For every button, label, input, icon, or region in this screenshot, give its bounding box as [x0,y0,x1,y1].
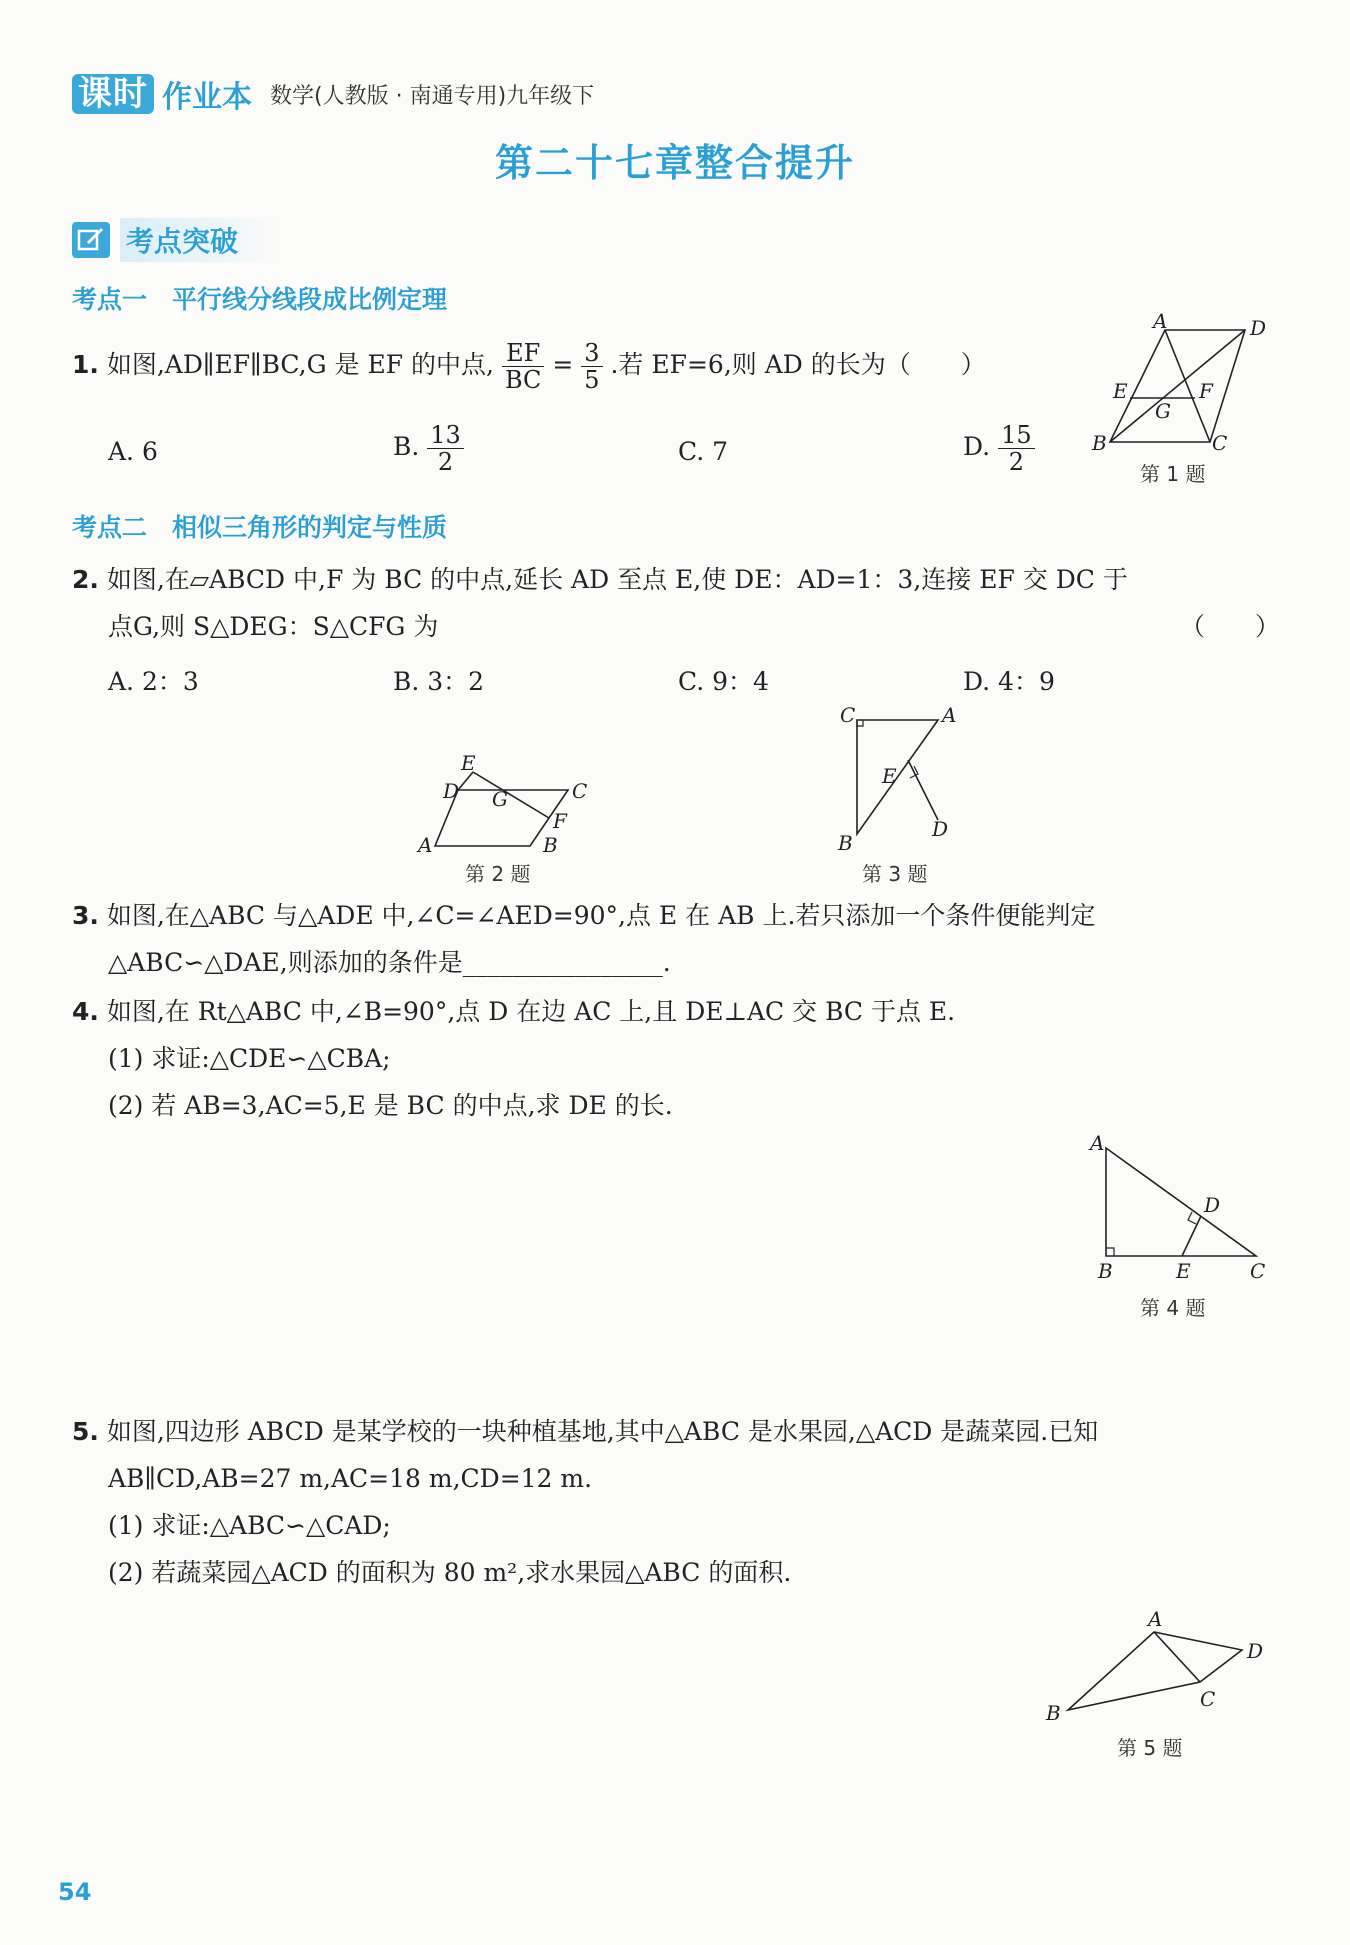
figure-3-caption: 第 3 题 [862,862,928,886]
q1-option-d[interactable] [963,422,1035,475]
q5-line-2: AB∥CD,AB=27 m,AC=18 m,CD=12 m. [108,1464,593,1493]
q4-part-2: (2) 若 AB=3,AC=5,E 是 BC 的中点,求 DE 的长. [108,1091,673,1120]
figure-1-caption: 第 1 题 [1140,462,1206,486]
label-f: F [553,809,567,833]
q3-line-1: 如图,在△ABC 与△ADE 中,∠C=∠AED=90°,点 E 在 AB 上.若只添加一个条件便能判定 [106,901,1096,930]
frac-numerator: 3 [581,340,602,367]
label-e: E [461,751,476,775]
q1-option-a[interactable]: A. 6 [108,437,158,466]
section-label: 考点突破 [120,218,278,262]
frac-denominator: 2 [437,448,454,476]
q4-line-1: 如图,在 Rt△ABC 中,∠B=90°,点 D 在边 AC 上,且 DE⊥AC 交 BC 于点 E. [106,997,956,1026]
label-d: D [443,779,460,803]
label-a: A [1090,1131,1105,1155]
q1-fraction-ef-bc [502,340,544,393]
label-b: B [1046,1701,1061,1725]
q1-option-b[interactable] [393,422,464,475]
frac-denominator: 2 [1008,448,1024,476]
q2-option-a[interactable]: A. 2：3 [108,667,199,696]
figure-5 [1040,1600,1280,1730]
q4-number: 4. [72,997,99,1026]
brand-logo: 课时 [72,74,154,114]
option-fraction [427,422,464,475]
q3-number: 3. [72,901,99,930]
q3-line-2[interactable]: △ABC∽△DAE,则添加的条件是________________. [108,948,671,977]
figure-3 [830,702,970,862]
frac-numerator: 13 [427,422,464,449]
q2-number: 2. [72,565,99,594]
q3-stem [72,892,1095,939]
label-a: A [942,703,957,727]
q2-option-c[interactable]: C. 9：4 [678,667,769,696]
label-a: A [418,833,433,857]
page-number: 54 [58,1878,92,1906]
figure-2 [410,748,600,858]
label-c: C [1212,431,1228,452]
label-e: E [882,764,897,788]
figure-4 [1080,1130,1280,1290]
q5-stem [72,1408,1098,1455]
q5-part-1: (1) 求证:△ABC∽△CAD; [108,1511,391,1540]
frac-denominator: 5 [584,366,600,394]
label-d: D [1204,1193,1221,1217]
brand-name: 作业本 [162,80,252,115]
q2-stem [72,556,1128,603]
label-g: G [492,787,508,811]
q1-option-c[interactable]: C. 7 [678,437,729,466]
q1-number: 1. [72,350,99,379]
figure-1 [1080,312,1280,452]
label-d: D [1250,316,1267,340]
option-prefix: D. [963,432,991,461]
label-a: A [1148,1607,1163,1631]
q2-answer-paren: （ ） [1180,612,1281,641]
label-c: C [1250,1259,1266,1283]
frac-denominator: BC [504,366,542,394]
frac-numerator: 15 [998,422,1035,449]
book-subtitle: 数学(人教版 · 南通专用)九年级下 [270,83,595,109]
q4-part-1: (1) 求证:△CDE∽△CBA; [108,1044,391,1073]
frac-numerator: EF [502,340,544,367]
label-c: C [1200,1687,1216,1711]
label-b: B [838,831,853,855]
kp1-heading: 考点一 平行线分线段成比例定理 [72,285,448,314]
label-c: C [840,703,856,727]
q2-line-1: 如图,在▱ABCD 中,F 为 BC 的中点,延长 AD 至点 E,使 DE：AD=1：3,连接 EF 交 DC 于 [106,565,1128,594]
option-prefix: B. [393,432,420,461]
label-d: D [932,817,949,841]
q2-line-2: 点G,则 S△DEG：S△CFG 为 [108,612,439,641]
q5-number: 5. [72,1417,99,1446]
kp2-heading: 考点二 相似三角形的判定与性质 [72,513,448,542]
label-b: B [1092,431,1107,452]
label-a: A [1153,312,1168,333]
label-c: C [572,779,588,803]
figure-4-caption: 第 4 题 [1140,1296,1206,1320]
section-header [72,218,278,262]
q5-line-1: 如图,四边形 ABCD 是某学校的一块种植基地,其中△ABC 是水果园,△ACD 是蔬菜园.已知 [106,1417,1099,1446]
q2-option-b[interactable]: B. 3：2 [393,667,485,696]
option-fraction [998,422,1035,475]
label-d: D [1247,1639,1264,1663]
label-e: E [1176,1259,1191,1283]
q1-fraction-3-5 [581,340,602,393]
label-b: B [543,833,558,857]
pencil-icon [72,222,110,258]
label-e: E [1113,379,1128,403]
q1-text-a: 如图,AD∥EF∥BC,G 是 EF 的中点, [106,350,494,379]
q4-stem [72,988,955,1035]
label-g: G [1155,399,1171,423]
label-b: B [1098,1259,1113,1283]
figure-2-caption: 第 2 题 [465,862,531,886]
q5-part-2: (2) 若蔬菜园△ACD 的面积为 80 m²,求水果园△ABC 的面积. [108,1558,792,1587]
q1-equals: = [552,350,574,379]
label-f: F [1199,379,1213,403]
q1-stem [72,340,986,393]
chapter-title: 第二十七章整合提升 [494,141,855,185]
q2-option-d[interactable]: D. 4：9 [963,667,1055,696]
figure-5-caption: 第 5 题 [1117,1736,1183,1760]
header-brand [72,72,594,116]
q1-text-b: .若 EF=6,则 AD 的长为（ ） [610,350,986,379]
